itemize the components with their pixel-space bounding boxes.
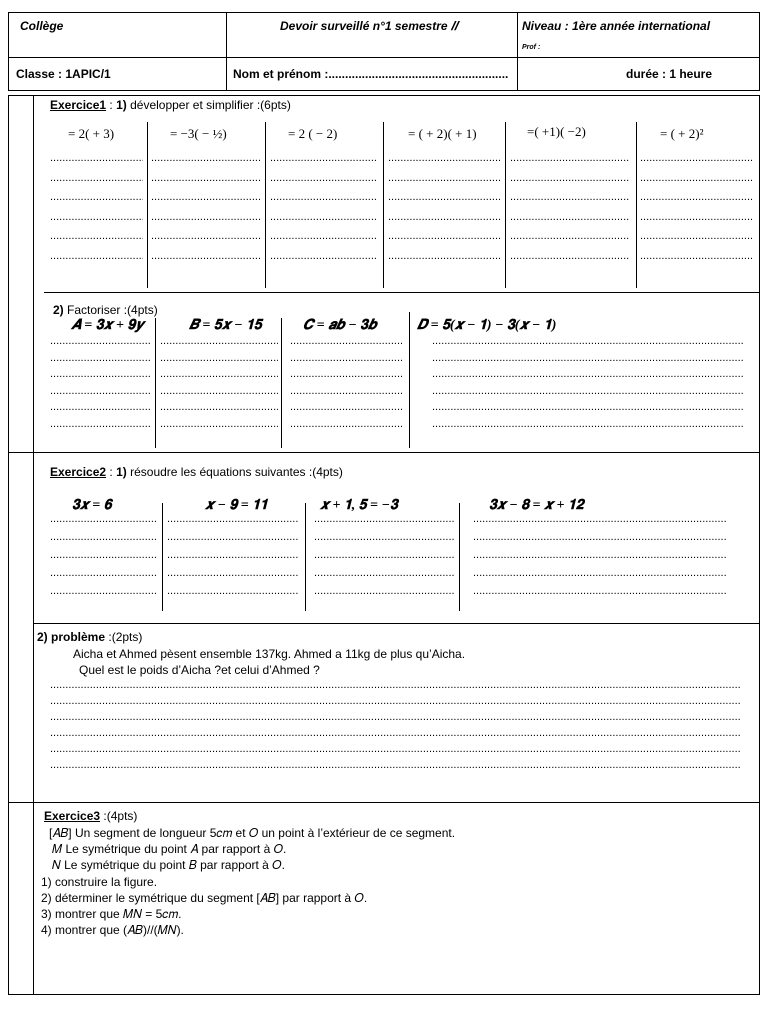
ex1-answer-line[interactable] (50, 231, 143, 242)
ex1-answer-line[interactable] (640, 192, 752, 203)
ex3-line: 3) montrer que 𝑀𝑁 = 5𝑐𝑚. (41, 907, 182, 921)
problem-answer-line[interactable] (50, 728, 740, 739)
ex2-answer-line[interactable] (50, 532, 158, 543)
ex1-answer-line[interactable] (640, 212, 752, 223)
ex1-answer-line[interactable] (270, 231, 378, 242)
problem-points: :(2pts) (108, 630, 143, 644)
ex3-points: :(4pts) (103, 809, 138, 823)
ex1-answer-line[interactable] (270, 192, 378, 203)
ex1-ex2-divider (8, 452, 760, 453)
ex1-answer-line[interactable] (510, 212, 630, 223)
factor-a: 𝑨 = 𝟑𝒙 + 𝟗𝒚 (71, 318, 144, 333)
ex1-q2-col-divider (155, 318, 156, 448)
ex1-q2-answer-line[interactable] (432, 419, 744, 430)
ex2-answer-line[interactable] (50, 514, 158, 525)
ex1-col-divider (265, 122, 266, 288)
ex1-q2-answer-line[interactable] (432, 336, 744, 347)
ex1-heading: Exercice1 : 1) développer et simplifier :(6pts) (50, 98, 291, 112)
ex3-line: 1) construire la figure. (41, 875, 158, 889)
ex1-q2-answer-line[interactable] (160, 336, 278, 347)
ex1-answer-line[interactable] (388, 153, 500, 164)
ex1-q2-answer-line[interactable] (50, 336, 150, 347)
ex1-answer-line[interactable] (270, 173, 378, 184)
equation-3: 𝒙 + 𝟏, 𝟓 = −𝟑 (320, 498, 398, 513)
ex2-answer-line[interactable] (314, 550, 454, 561)
ex2-answer-line[interactable] (50, 550, 158, 561)
ex2-heading: Exercice2 : 1) résoudre les équations suivantes :(4pts) (50, 465, 343, 479)
ex1-q2-answer-line[interactable] (160, 369, 278, 380)
ex1-q2-answer-line[interactable] (432, 353, 744, 364)
equation-4: 𝟑𝒙 − 𝟖 = 𝒙 + 𝟏𝟐 (489, 498, 584, 513)
ex1-answer-line[interactable] (50, 173, 143, 184)
ex1-answer-line[interactable] (151, 192, 260, 203)
ex1-answer-line[interactable] (270, 251, 378, 262)
problem-line-1: Aicha et Ahmed pèsent ensemble 137kg. Ahmed a 11kg de plus qu’Aicha. (73, 647, 466, 661)
ex1-answer-line[interactable] (50, 212, 143, 223)
ex2-answer-line[interactable] (167, 550, 299, 561)
ex1-answer-line[interactable] (151, 212, 260, 223)
ex2-answer-line[interactable] (167, 568, 299, 579)
ex1-q2-answer-line[interactable] (50, 419, 150, 430)
equation-1: 𝟑𝒙 = 𝟔 (72, 498, 112, 513)
ex1-answer-line[interactable] (270, 153, 378, 164)
ex1-expression: =( +1)( −2) (527, 124, 586, 139)
ex1-expression: = ( + 2)² (660, 126, 704, 141)
ex1-answer-line[interactable] (388, 231, 500, 242)
ex1-q2-answer-line[interactable] (50, 386, 150, 397)
ex2-col-divider (305, 503, 306, 611)
ex2-col-divider (459, 503, 460, 611)
ex2-col-divider (162, 503, 163, 611)
ex1-answer-line[interactable] (388, 173, 500, 184)
problem-answer-line[interactable] (50, 680, 740, 691)
ex1-answer-line[interactable] (50, 153, 143, 164)
problem-heading (37, 630, 142, 644)
ex1-col-divider (636, 122, 637, 288)
problem-answer-line[interactable] (50, 696, 740, 707)
ex1-col-divider (383, 122, 384, 288)
ex1-q2-answer-line[interactable] (290, 369, 402, 380)
ex1-col-divider (147, 122, 148, 288)
ex1-q2-answer-line[interactable] (50, 402, 150, 413)
ex1-q2-number: 2) (53, 303, 64, 317)
ex1-q1-text: développer et simplifier :(6pts) (130, 98, 291, 112)
ex1-answer-line[interactable] (510, 251, 630, 262)
ex1-q2-answer-line[interactable] (290, 336, 402, 347)
ex1-expression: = 2( + 3) (68, 126, 115, 141)
ex1-answer-line[interactable] (640, 173, 752, 184)
ex1-q2-text: Factoriser :(4pts) (67, 303, 158, 317)
ex1-q2-answer-line[interactable] (432, 369, 744, 380)
ex1-answer-line[interactable] (510, 153, 630, 164)
ex1-answer-line[interactable] (151, 231, 260, 242)
equation-2: 𝒙 − 𝟗 = 𝟏𝟏 (205, 498, 268, 513)
ex2-problem-divider (33, 623, 760, 624)
ex1-q2-answer-line[interactable] (50, 353, 150, 364)
ex1-title: Exercice1 (50, 98, 107, 112)
ex2-q1-number: 1) (116, 465, 127, 479)
exam-title: Devoir surveillé n°1 semestre 𝐼𝐼 (280, 19, 458, 33)
ex2-answer-line[interactable] (50, 586, 158, 597)
college-label: Collège (20, 19, 64, 33)
ex1-q2-answer-line[interactable] (160, 386, 278, 397)
ex2-answer-line[interactable] (314, 586, 454, 597)
name-field[interactable]: Nom et prénom :...................................................... (233, 67, 509, 81)
ex1-q2-answer-line[interactable] (50, 369, 150, 380)
ex1-q2-heading (53, 303, 158, 317)
ex1-expression: = ( + 2)( + 1) (408, 126, 477, 141)
ex1-q2-answer-line[interactable] (432, 402, 744, 413)
ex1-answer-line[interactable] (510, 231, 630, 242)
ex1-q2-answer-line[interactable] (290, 353, 402, 364)
ex2-ex3-divider (8, 802, 760, 803)
ex2-answer-line[interactable] (473, 586, 727, 597)
ex2-answer-line[interactable] (167, 514, 299, 525)
header-col-divider-2 (517, 12, 518, 91)
ex1-expression: = 2 ( − 2) (288, 126, 338, 141)
ex2-answer-line[interactable] (473, 550, 727, 561)
ex1-answer-line[interactable] (151, 153, 260, 164)
ex2-answer-line[interactable] (473, 568, 727, 579)
ex1-answer-line[interactable] (388, 251, 500, 262)
factor-c: 𝑪 = 𝒂𝒃 − 𝟑𝒃 (303, 318, 377, 333)
ex1-answer-line[interactable] (640, 153, 752, 164)
ex1-answer-line[interactable] (510, 192, 630, 203)
ex1-answer-line[interactable] (50, 192, 143, 203)
ex2-answer-line[interactable] (167, 586, 299, 597)
factor-d: 𝑫 = 𝟓(𝒙 − 𝟏) − 𝟑(𝒙 − 𝟏) (417, 318, 557, 333)
ex3-line: 𝑀 Le symétrique du point 𝐴 par rapport à 𝑂. (52, 842, 287, 856)
ex1-q1-q2-divider (44, 292, 760, 293)
ex1-q2-answer-line[interactable] (160, 402, 278, 413)
ex2-answer-line[interactable] (314, 514, 454, 525)
ex1-q2-answer-line[interactable] (160, 419, 278, 430)
ex2-answer-line[interactable] (473, 514, 727, 525)
ex1-q2-col-divider (409, 312, 410, 448)
ex3-line: 2) déterminer le symétrique du segment [𝐴𝐵] par rapport à 𝑂. (41, 891, 368, 905)
ex1-q2-col-divider (281, 318, 282, 448)
problem-answer-line[interactable] (50, 760, 740, 771)
ex1-answer-line[interactable] (640, 251, 752, 262)
ex1-q2-answer-line[interactable] (160, 353, 278, 364)
ex1-expression: = −3( − ½) (170, 126, 227, 141)
ex1-answer-line[interactable] (388, 192, 500, 203)
ex1-q2-answer-line[interactable] (290, 402, 402, 413)
class-label: Classe : 1APIC/1 (16, 67, 111, 81)
level-label: Niveau : 1ère année international (522, 19, 711, 33)
ex3-heading (44, 809, 137, 823)
prof-label: Prof : (522, 44, 541, 51)
header-divider (8, 57, 760, 58)
ex3-line: [𝐴𝐵] Un segment de longueur 5𝑐𝑚 et 𝑂 un point à l’extérieur de ce segment. (49, 826, 456, 840)
header-col-divider-1 (226, 12, 227, 91)
duration-label: durée : 1 heure (626, 67, 713, 81)
ex1-answer-line[interactable] (151, 173, 260, 184)
ex1-answer-line[interactable] (510, 173, 630, 184)
ex2-answer-line[interactable] (167, 532, 299, 543)
ex2-answer-line[interactable] (314, 568, 454, 579)
ex1-q2-answer-line[interactable] (290, 419, 402, 430)
ex1-answer-line[interactable] (151, 251, 260, 262)
ex3-line: 𝑁 Le symétrique du point 𝐵 par rapport à 𝑂. (52, 858, 285, 872)
ex1-q2-answer-line[interactable] (432, 386, 744, 397)
ex3-line: 4) montrer que (𝐴𝐵)//(𝑀𝑁). (41, 923, 184, 937)
problem-line-2: Quel est le poids d’Aicha ?et celui d’Ahmed ? (79, 663, 320, 677)
factor-b: 𝑩 = 𝟓𝒙 − 𝟏𝟓 (189, 318, 262, 333)
ex2-title: Exercice2 (50, 465, 107, 479)
ex1-answer-line[interactable] (270, 212, 378, 223)
ex1-q1-number: 1) (116, 98, 127, 112)
ex1-q2-answer-line[interactable] (290, 386, 402, 397)
ex3-title: Exercice3 (44, 809, 101, 823)
ex1-answer-line[interactable] (50, 251, 143, 262)
ex1-answer-line[interactable] (388, 212, 500, 223)
left-margin-line (33, 95, 34, 995)
ex2-answer-line[interactable] (314, 532, 454, 543)
ex2-answer-line[interactable] (50, 568, 158, 579)
ex1-col-divider (505, 122, 506, 288)
problem-answer-line[interactable] (50, 712, 740, 723)
ex2-answer-line[interactable] (473, 532, 727, 543)
problem-answer-line[interactable] (50, 744, 740, 755)
ex2-q1-text: résoudre les équations suivantes :(4pts) (130, 465, 343, 479)
ex1-answer-line[interactable] (640, 231, 752, 242)
problem-label: 2) problème (37, 630, 106, 644)
